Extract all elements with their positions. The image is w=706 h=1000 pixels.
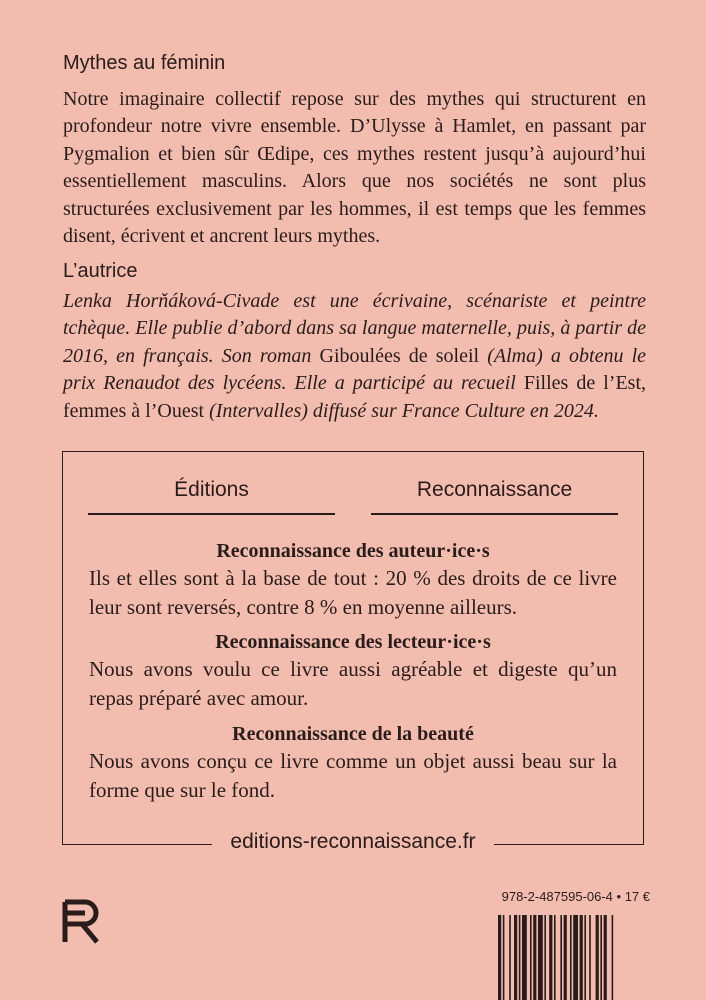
- author-heading: L’autrice: [63, 260, 138, 282]
- author-bio-part-1: Lenka Horňáková-Civade est une écrivaine, scénariste et peintre tchèque. Elle publie d’abord dans sa langue maternelle, puis, à partir de 2016, en français. Son roman: [63, 290, 646, 367]
- publisher-er-logo-icon: [62, 898, 102, 944]
- authors-recognition-title: Reconnaissance des auteur·ice·s: [216, 540, 490, 562]
- barcode-bar: [560, 915, 562, 1000]
- barcode-bar: [533, 915, 536, 1000]
- barcode-bar: [544, 915, 546, 1000]
- author-bio-part-3: (Intervalles) diffusé sur France Culture en 2024.: [204, 399, 599, 422]
- barcode-bar: [564, 915, 567, 1000]
- barcode-bar: [604, 915, 607, 1000]
- barcode-bar: [596, 915, 599, 1000]
- book-title-giboulees: Giboulées de soleil: [319, 344, 480, 367]
- tab-reconnaissance-underline: [371, 513, 618, 515]
- author-bio-part-2: (Alma) a obtenu le prix Renaudot des lycéens. Elle a participé au recueil: [63, 344, 647, 395]
- authors-recognition-text: Ils et elles sont à la base de tout : 20 % des droits de ce livre leur sont reversés, contre 8 % en moyenne ailleurs.: [89, 566, 617, 619]
- barcode-bar: [538, 915, 543, 1000]
- barcode-bar: [554, 915, 556, 1000]
- barcode: [498, 915, 650, 1000]
- barcode-bar: [522, 915, 527, 1000]
- barcode-bar: [498, 915, 501, 1000]
- barcode-bar: [570, 915, 572, 1000]
- barcode-bar: [519, 915, 521, 1000]
- myths-heading: Mythes au féminin: [63, 52, 226, 74]
- author-paragraph: [63, 288, 646, 425]
- barcode-bar: [589, 915, 591, 1000]
- barcode-bar: [573, 915, 578, 1000]
- barcode-bar: [600, 915, 602, 1000]
- tab-editions: Éditions: [174, 478, 249, 501]
- barcode-bar: [530, 915, 532, 1000]
- barcode-bar: [612, 915, 614, 1000]
- barcode-bar: [509, 915, 511, 1000]
- myths-paragraph: Notre imaginaire collectif repose sur des mythes qui structurent en profondeur notre vivre ensemble. D’Ulysse à Hamlet, en passant par Pygmalion et bien sûr Œdipe, ces mythes restent jusqu’à aujourd’hui essentiellement masculins. Alors que nos sociétés ne sont plus structurées exclusivement par les hommes, il est temps que les femmes disent, écrivent et ancrent leurs mythes.: [63, 88, 646, 248]
- isbn-price: 978-2-487595-06-4 • 17 €: [501, 889, 650, 904]
- tab-reconnaissance: Reconnaissance: [416, 478, 573, 501]
- barcode-bar: [549, 915, 552, 1000]
- barcode-bar: [503, 915, 505, 1000]
- beauty-recognition-text: Nous avons conçu ce livre comme un objet aussi beau sur la forme que sur le fond.: [89, 749, 617, 802]
- barcode-bar: [514, 915, 517, 1000]
- readers-recognition-title: Reconnaissance des lecteur·ice·s: [215, 631, 491, 653]
- beauty-recognition-title: Reconnaissance de la beauté: [232, 723, 474, 745]
- tab-editions-underline: [88, 513, 335, 515]
- barcode-bar: [584, 915, 586, 1000]
- barcode-bar: [580, 915, 583, 1000]
- publisher-website[interactable]: editions-reconnaissance.fr: [212, 830, 494, 854]
- book-title-filles-de-lest: Filles de l’Est, femmes à l’Ouest: [63, 372, 647, 422]
- readers-recognition-text: Nous avons voulu ce livre aussi agréable et digeste qu’un repas préparé avec amour.: [89, 657, 617, 710]
